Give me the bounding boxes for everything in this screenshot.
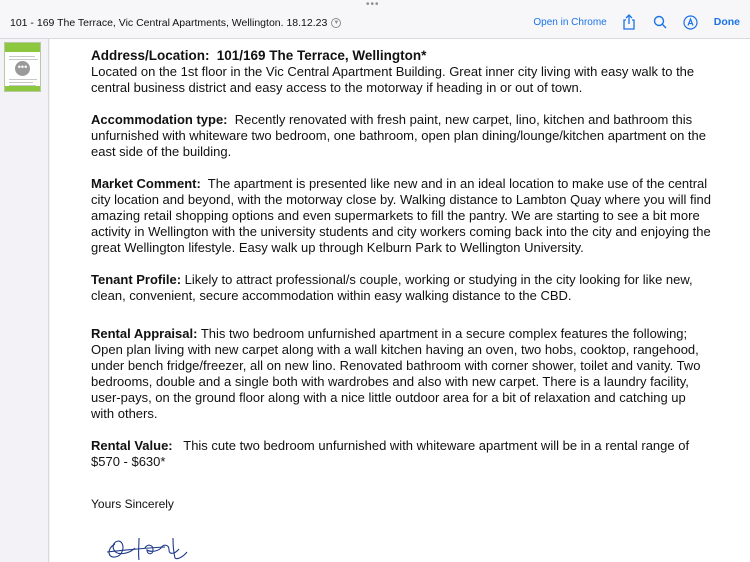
thumbnail-footer-band <box>5 86 41 91</box>
value-label: Rental Value: <box>91 438 173 453</box>
document-page <box>50 39 750 562</box>
address-section <box>91 48 711 96</box>
address-label: Address/Location: <box>91 48 210 63</box>
address-value: 101/169 The Terrace, Wellington* <box>216 48 427 63</box>
thumbnail-header-band <box>5 43 41 52</box>
value-text: This cute two bedroom unfurnished with whiteware apartment will be in a rental range of $570 - $630* <box>91 438 690 469</box>
signature-image <box>105 530 195 562</box>
tenant-text: Likely to attract professional/s couple, working or studying in the city looking for like new, clean, convenient, secure accommodation within easy walking distance to the CBD. <box>91 272 693 303</box>
closing-text: Yours Sincerely <box>91 497 174 511</box>
value-section <box>91 438 711 470</box>
document-title: 101 - 169 The Terrace, Vic Central Apartments, Wellington. 18.12.23 <box>10 17 328 29</box>
appraisal-label: Rental Appraisal: <box>91 326 198 341</box>
toolbar-actions <box>533 14 740 30</box>
thumbnail-text-line <box>9 79 37 80</box>
tenant-section <box>91 272 711 304</box>
market-section <box>91 176 711 256</box>
markup-icon[interactable] <box>683 14 699 30</box>
page-thumbnail-sidebar <box>0 39 49 562</box>
accommodation-text: Recently renovated with fresh paint, new carpet, lino, kitchen and bathroom this unfurnished with whiteware two bedroom, one bathroom, open plan dining/lounge/kitchen apartment on the east side of the building. <box>91 112 707 159</box>
appraisal-text: This two bedroom unfurnished apartment in a secure complex features the following; Open plan living with new carpet along with a wall kitchen having an oven, two hobs, cooktop, rangehood, under bench fridge/freezer, all on new lino. Renovated bathroom with corner shower, toilet and vanity. Two bedrooms, double and a single both with wardrobes and also with new carpet. There is a laundry facility, user-pays, on the ground floor along with a nice little outdoor area for a bit of relaxation and catching up with others. <box>91 326 701 421</box>
search-icon[interactable] <box>652 14 668 30</box>
thumbnail-more-icon[interactable]: ••• <box>15 61 30 76</box>
accommodation-section <box>91 112 711 160</box>
market-text: The apartment is presented like new and in an ideal location to make use of the central city location and beyond, with the motorway close by. Walking distance to Lambton Quay where you will find amazing retail shopping options and even supermarkets to fill the pantry. We are starting to see a bit more activity in Wellington with the university students and city workers coming back into the city and enjoying the great Wellington lifestyle. Easy walk up through Kelburn Park to Wellington University. <box>91 176 711 255</box>
document-title-menu[interactable] <box>10 17 341 29</box>
tenant-label: Tenant Profile: <box>91 272 182 287</box>
done-button[interactable]: Done <box>713 16 740 28</box>
page-thumbnail[interactable] <box>4 42 41 92</box>
thumbnail-text-line <box>9 59 38 60</box>
address-text: Located on the 1st floor in the Vic Central Apartment Building. Great inner city living with easy walk to the central business district and easy access to the motorway if heading in or out of town. <box>91 64 695 95</box>
document-body <box>91 48 711 512</box>
share-icon[interactable] <box>621 14 637 30</box>
chevron-down-icon[interactable]: ▼ <box>331 18 341 28</box>
drag-handle-icon[interactable]: ••• <box>366 0 380 10</box>
thumbnail-text-line <box>9 56 35 57</box>
accommodation-label: Accommodation type: <box>91 112 228 127</box>
thumbnail-text-line <box>9 82 33 83</box>
open-in-chrome-button[interactable]: Open in Chrome <box>533 16 607 28</box>
viewer-toolbar <box>0 0 750 39</box>
market-label: Market Comment: <box>91 176 201 191</box>
appraisal-section <box>91 326 711 422</box>
